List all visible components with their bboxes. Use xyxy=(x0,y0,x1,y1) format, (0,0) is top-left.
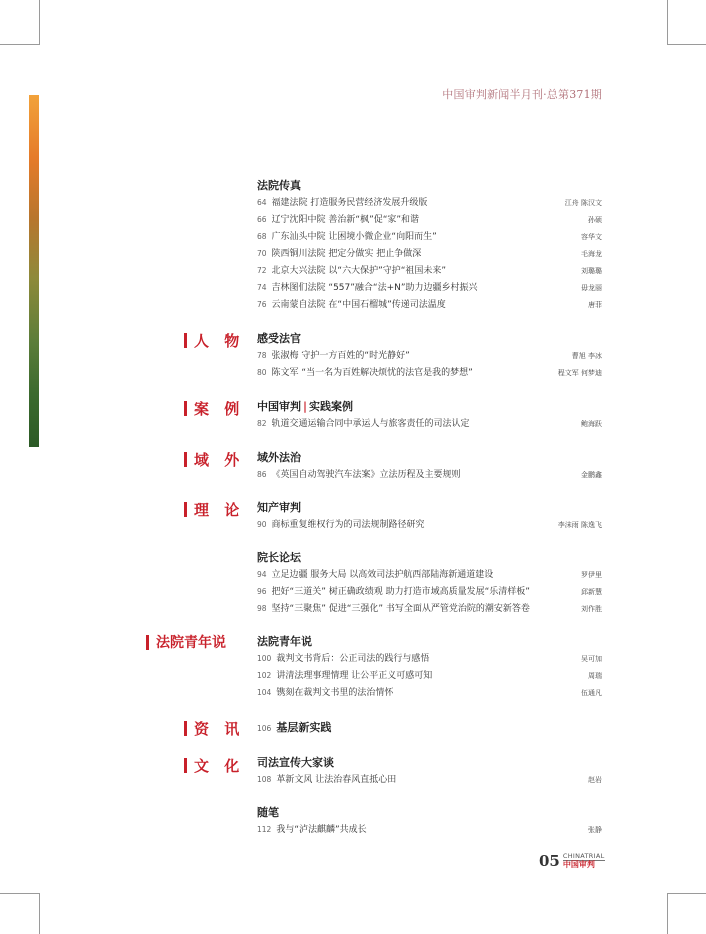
section-ganshoufaguan xyxy=(257,330,602,381)
section-sifaxuanchuan xyxy=(257,754,602,788)
section-title: 106 基层新实践 xyxy=(257,721,332,734)
category-bar xyxy=(184,721,187,736)
toc-entry[interactable]: 108 革新文风 让法治春风直抵心田 赵岩 xyxy=(257,775,602,785)
category-lilun: 理 论 xyxy=(184,500,244,518)
section-title: 中国审判 | 实践案例 xyxy=(257,400,354,413)
crop-mark xyxy=(0,893,40,894)
category-bar xyxy=(184,333,187,348)
toc-entry[interactable]: 70 陕西铜川法院 把定分做实 把止争做深 毛海龙 xyxy=(257,249,602,259)
toc-entry[interactable]: 68 广东汕头中院 让困境小微企业“向阳而生” 容华文 xyxy=(257,232,602,242)
toc-entry[interactable]: 98 坚持“三聚焦” 促进“三强化” 书写全面从严管党治院的潮安新答卷 刘作胜 xyxy=(257,604,602,614)
category-bar xyxy=(184,452,187,467)
toc-entry[interactable]: 100 裁判文书背后：公正司法的践行与感悟 吴可加 xyxy=(257,654,602,664)
toc-entry[interactable]: 74 吉林图们法院 “557”融合“法+N”助力边疆乡村振兴 毋龙丽 xyxy=(257,283,602,293)
toc-entry[interactable]: 94 立足边疆 服务大局 以高效司法护航西部陆海新通道建设 罗伊里 xyxy=(257,570,602,580)
toc-entry[interactable]: 72 北京大兴法院 以“六大保护”守护“祖国未来” 刘璐璐 xyxy=(257,266,602,276)
section-title: 法院青年说 xyxy=(257,635,312,648)
toc-entry[interactable]: 80 陈文军 “当一名为百姓解决烦忧的法官是我的梦想” 程文军 何梦迪 xyxy=(257,368,602,378)
crop-mark xyxy=(667,893,668,934)
category-bar xyxy=(146,635,149,650)
toc-entry[interactable]: 90 商标重复维权行为的司法规制路径研究 李沫雨 陈逸飞 xyxy=(257,520,602,530)
toc-entry[interactable]: 86 《英国自动驾驶汽车法案》立法历程及主要规则 金鹏鑫 xyxy=(257,470,602,480)
section-fayuanchuanzhen xyxy=(257,177,602,313)
category-wenhua: 文 化 xyxy=(184,756,244,774)
section-suibi xyxy=(257,804,602,838)
crop-mark xyxy=(667,0,668,45)
toc-entry[interactable]: 82 轨道交通运输合同中承运人与旅客责任的司法认定 鲍海跃 xyxy=(257,419,602,429)
toc-entry[interactable]: 64 福建法院 打造服务民营经济发展升级版 江舟 陈汉文 xyxy=(257,198,602,208)
toc-entry[interactable]: 66 辽宁沈阳中院 善治新“枫”促“家”和谐 孙硕 xyxy=(257,215,602,225)
category-anli: 案 例 xyxy=(184,399,244,417)
page-number: 05 xyxy=(539,852,560,870)
section-title: 域外法治 xyxy=(257,451,301,464)
toc-entry[interactable]: 78 张淑梅 守护一方百姓的“时光静好” 曹旭 李冰 xyxy=(257,351,602,361)
page-number-block xyxy=(539,852,605,869)
section-yuwaifazhi xyxy=(257,449,602,483)
crop-mark xyxy=(667,44,706,45)
toc-entry[interactable]: 104 镌刻在裁判文书里的法治情怀 伍通凡 xyxy=(257,688,602,698)
category-bar xyxy=(184,502,187,517)
crop-mark xyxy=(39,0,40,45)
category-fayuanqingnianshuo: 法院青年说 xyxy=(146,633,226,651)
crop-mark xyxy=(39,893,40,934)
crop-mark xyxy=(0,44,40,45)
section-title: 司法宣传大家谈 xyxy=(257,756,334,769)
category-yuwai: 域 外 xyxy=(184,450,244,468)
category-bar xyxy=(184,758,187,773)
brand-logo: CHINATRIAL 中国审判 xyxy=(562,852,605,869)
section-title: 法院传真 xyxy=(257,179,301,192)
category-renwu: 人 物 xyxy=(184,331,244,349)
crop-mark xyxy=(667,893,706,894)
toc-entry[interactable]: 76 云南蒙自法院 在“中国石榴城”传递司法温度 唐菲 xyxy=(257,300,602,310)
toc-entry[interactable]: 96 把好“三道关” 树正确政绩观 助力打造市域高质量发展“乐清样板” 邱新慧 xyxy=(257,587,602,597)
section-shijiananli xyxy=(257,398,602,432)
category-zixun: 资 讯 xyxy=(184,719,244,737)
toc-entry[interactable]: 112 我与“泸法麒麟”共成长 张静 xyxy=(257,825,602,835)
toc-entry[interactable]: 102 讲清法理事理情理 让公平正义可感可知 周瑞 xyxy=(257,671,602,681)
issue-header: 中国审判新闻半月刊·总第371期 xyxy=(442,88,602,101)
section-yuanzhangluntan xyxy=(257,549,602,617)
section-title: 感受法官 xyxy=(257,332,301,345)
category-bar xyxy=(184,401,187,416)
section-title: 知产审判 xyxy=(257,501,301,514)
section-title: 院长论坛 xyxy=(257,551,301,564)
section-zhichanshenpan xyxy=(257,499,602,533)
decorative-photo-strip xyxy=(29,95,39,447)
section-fayuanqingnianshuo xyxy=(257,633,602,701)
section-title: 随笔 xyxy=(257,806,279,819)
section-jicengxinshijian[interactable] xyxy=(257,719,602,736)
